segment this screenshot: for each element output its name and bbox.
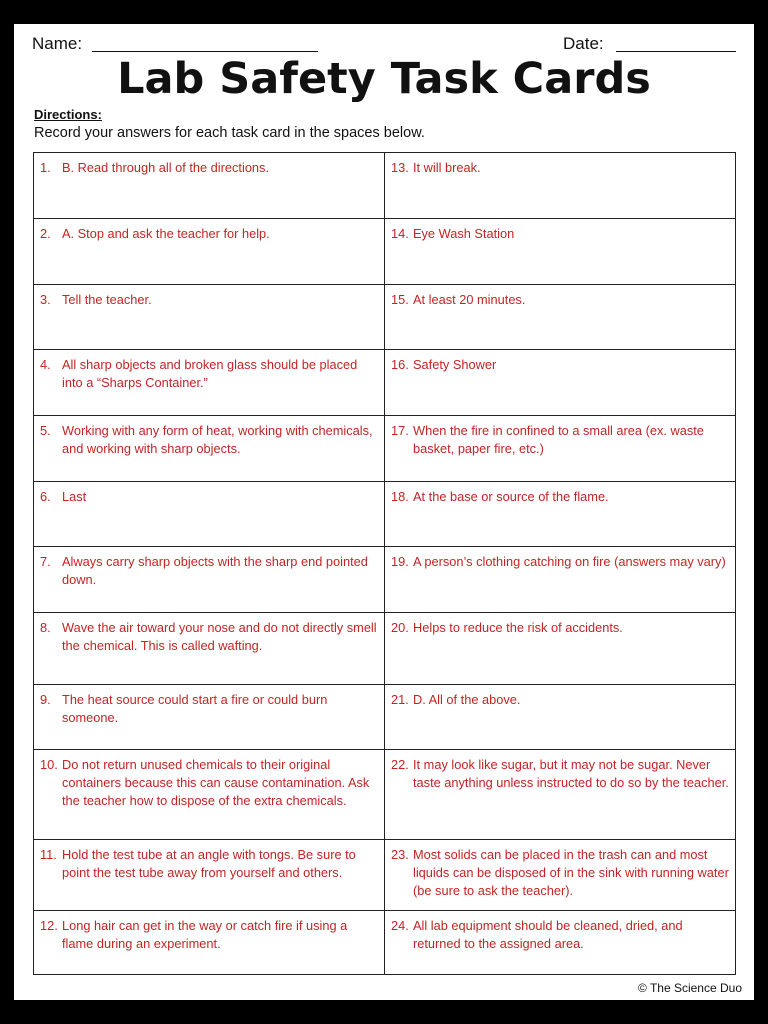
answer-number: 19. [391,554,409,569]
answer-text: Working with any form of heat, working with chemicals, and working with sharp objects. [62,423,373,456]
answer-cell [385,153,736,218]
name-label: Name: [32,34,83,53]
worksheet-page [14,24,754,1000]
table-row [34,482,736,547]
copyright-notice: © The Science Duo [637,981,742,995]
answer-number: 11. [40,847,57,862]
answer-cell [34,350,385,415]
answer-text: Most solids can be placed in the trash can and most liquids can be disposed of in the sink with running water (be sure to ask the teacher). [413,847,729,898]
answer-number: 21. [391,692,409,707]
answer-cell [385,750,736,839]
answer-text: It will break. [413,160,481,175]
answer-cell [385,840,736,910]
date-blank-line [616,51,736,52]
answer-number: 3. [40,292,51,307]
answer-number: 24. [391,918,409,933]
answer-number: 4. [40,357,51,372]
answer-text: The heat source could start a fire or could burn someone. [62,692,328,725]
answer-text: At least 20 minutes. [413,292,526,307]
answer-cell [385,547,736,612]
answer-cell [34,285,385,349]
answer-cell [34,750,385,839]
answer-text: Wave the air toward your nose and do not directly smell the chemical. This is called wafting. [62,620,377,653]
answer-cell [34,685,385,749]
answer-number: 15. [391,292,409,307]
answer-cell [385,685,736,749]
answer-number: 18. [391,489,409,504]
page-title: Lab Safety Task Cards [117,54,651,104]
answer-cell [385,482,736,546]
answer-number: 2. [40,226,51,241]
table-row [34,285,736,350]
table-row [34,750,736,840]
table-row [34,416,736,482]
date-label: Date: [563,34,604,53]
answer-text: Safety Shower [413,357,497,372]
answer-text: It may look like sugar, but it may not be sugar. Never taste anything unless instructed to do so by the teacher. [413,757,729,790]
answer-grid [33,152,736,975]
answer-number: 17. [391,423,409,438]
answer-cell [34,482,385,546]
answer-text: Long hair can get in the way or catch fire if using a flame during an experiment. [62,918,348,951]
answer-number: 12. [40,918,58,933]
answer-cell [385,416,736,481]
answer-text: A person’s clothing catching on fire (answers may vary) [413,554,726,569]
answer-number: 16. [391,357,409,372]
answer-cell [385,285,736,349]
table-row [34,153,736,219]
answer-number: 13. [391,160,409,175]
answer-cell [34,219,385,284]
name-blank-line [92,51,318,52]
answer-number: 22. [391,757,409,772]
table-row [34,685,736,750]
answer-text: At the base or source of the flame. [413,489,609,504]
answer-text: A. Stop and ask the teacher for help. [62,226,270,241]
answer-text: Hold the test tube at an angle with tongs. Be sure to point the test tube away from yourself and others. [62,847,356,880]
answer-number: 6. [40,489,51,504]
answer-text: When the fire in confined to a small area (ex. waste basket, paper fire, etc.) [413,423,704,456]
answer-text: Do not return unused chemicals to their original containers because this can cause contamination. Ask the teacher how to dispose of the extra chemicals. [62,757,370,808]
table-row [34,840,736,911]
answer-cell [34,840,385,910]
answer-number: 10. [40,757,58,772]
answer-number: 8. [40,620,51,635]
answer-number: 20. [391,620,409,635]
answer-cell [385,219,736,284]
table-row [34,219,736,285]
table-row [34,547,736,613]
answer-text: All lab equipment should be cleaned, dried, and returned to the assigned area. [413,918,683,951]
answer-cell [34,547,385,612]
answer-text: Tell the teacher. [62,292,152,307]
answer-number: 14. [391,226,409,241]
answer-text: Last [62,489,87,504]
answer-text: D. All of the above. [413,692,521,707]
table-row [34,613,736,685]
answer-cell [385,350,736,415]
answer-text: Helps to reduce the risk of accidents. [413,620,623,635]
answer-cell [385,911,736,974]
answer-cell [34,911,385,974]
table-row [34,350,736,416]
answer-text: Eye Wash Station [413,226,515,241]
answer-cell [34,153,385,218]
answer-number: 23. [391,847,409,862]
table-row [34,911,736,975]
answer-cell [34,613,385,684]
directions-text: Record your answers for each task card in the spaces below. [34,125,425,141]
directions-label: Directions: [34,107,102,122]
answer-text: B. Read through all of the directions. [62,160,270,175]
answer-cell [385,613,736,684]
answer-text: All sharp objects and broken glass should be placed into a “Sharps Container.” [62,357,358,390]
answer-text: Always carry sharp objects with the sharp end pointed down. [62,554,368,587]
answer-cell [34,416,385,481]
answer-number: 5. [40,423,51,438]
answer-number: 7. [40,554,51,569]
answer-number: 1. [40,160,51,175]
answer-number: 9. [40,692,51,707]
